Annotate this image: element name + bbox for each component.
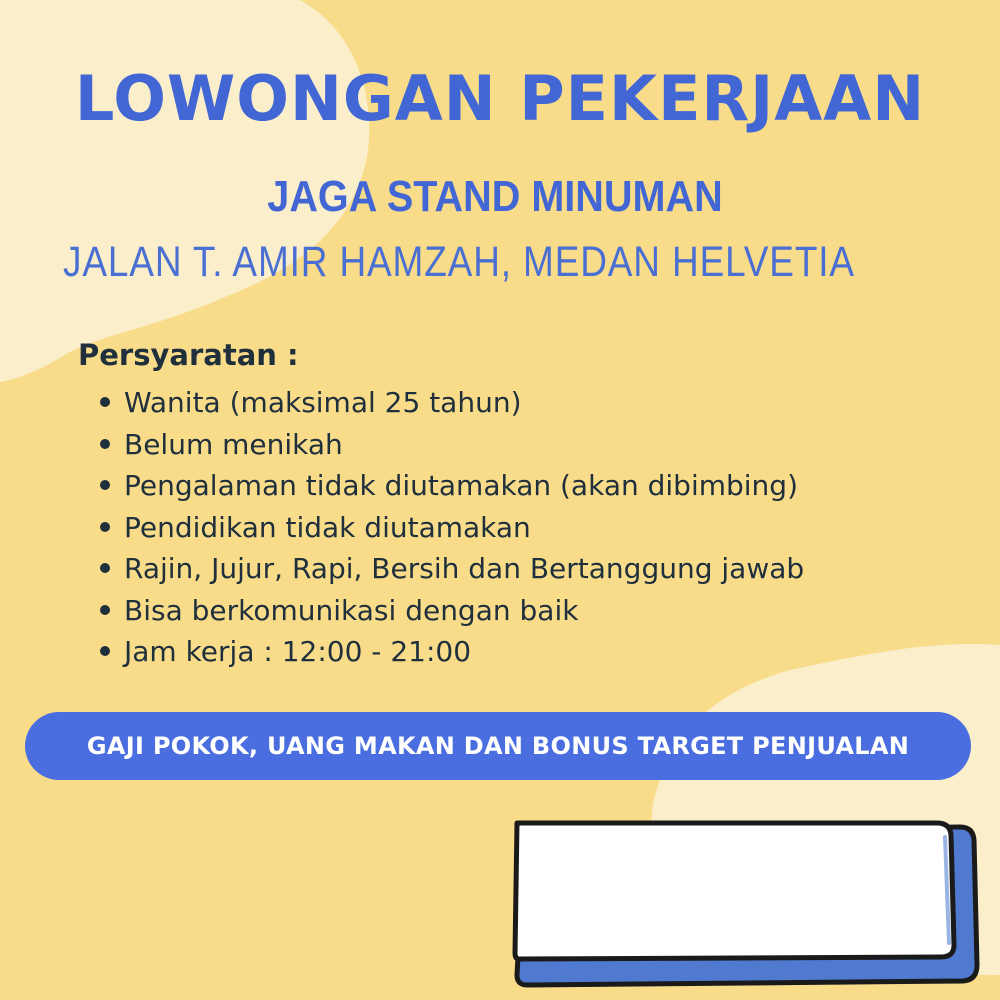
bullet-icon (100, 605, 110, 615)
benefits-banner (25, 712, 971, 780)
requirement-text: Wanita (maksimal 25 tahun) (124, 386, 522, 419)
requirement-text: Belum menikah (124, 427, 343, 461)
requirements-list (100, 382, 804, 673)
bullet-icon (100, 439, 110, 449)
card-face (515, 823, 954, 959)
requirements-heading: Persyaratan : (78, 338, 299, 372)
list-item (100, 424, 804, 466)
bullet-icon (100, 397, 110, 407)
requirement-text: Pengalaman tidak diutamakan (akan dibimbing) (124, 469, 798, 502)
list-item (100, 548, 804, 590)
list-item (100, 590, 804, 632)
requirement-text: Rajin, Jujur, Rapi, Bersih dan Bertanggung jawab (124, 552, 805, 585)
contact-card-frame (505, 815, 980, 990)
bullet-icon (100, 646, 110, 656)
job-position: JAGA STAND MINUMAN (267, 172, 723, 221)
list-item (100, 631, 804, 673)
benefits-text: GAJI POKOK, UANG MAKAN DAN BONUS TARGET PENJUALAN (86, 732, 910, 760)
bullet-icon (100, 563, 110, 573)
requirement-text: Bisa berkomunikasi dengan baik (124, 593, 579, 627)
bullet-icon (100, 522, 110, 532)
list-item (100, 382, 804, 424)
job-location: JALAN T. AMIR HAMZAH, MEDAN HELVETIA (63, 238, 855, 286)
requirement-text: Jam kerja : 12:00 - 21:00 (124, 635, 472, 668)
list-item (100, 465, 804, 507)
requirement-text: Pendidikan tidak diutamakan (124, 510, 531, 544)
bullet-icon (100, 480, 110, 490)
page-title: LOWONGAN PEKERJAAN (74, 62, 926, 135)
list-item (100, 507, 804, 549)
